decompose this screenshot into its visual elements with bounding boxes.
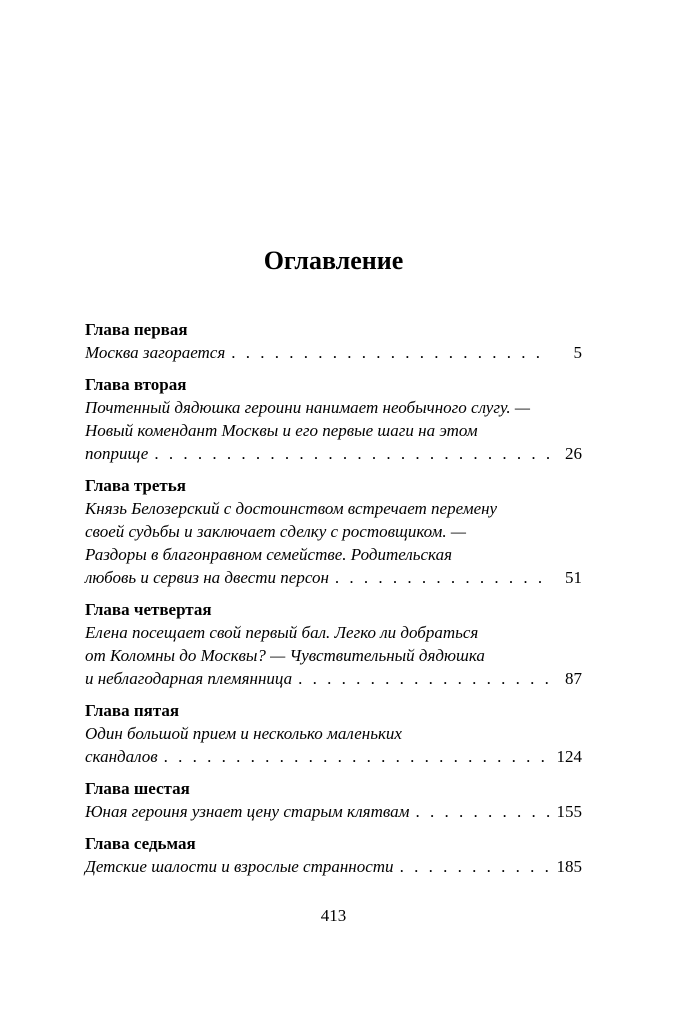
chapter-description-line: от Коломны до Москвы? — Чувствительный дядюшка: [85, 646, 485, 665]
chapter-description-line: Елена посещает свой первый бал. Легко ли добраться: [85, 623, 479, 642]
chapter-title: Глава третья: [85, 476, 186, 495]
page-title: Оглавление: [263, 246, 404, 275]
chapter-title: Глава четвертая: [85, 600, 212, 619]
chapter-description-line: [85, 745, 582, 768]
chapter-page-number: 185: [556, 857, 582, 876]
chapter-description: Юная героиня узнает цену старым клятвам: [85, 802, 410, 821]
toc-entry: [85, 832, 582, 878]
chapter-description: Детские шалости и взрослые странности: [85, 857, 394, 876]
chapter-title: Глава вторая: [85, 375, 187, 394]
chapter-description-line: [85, 667, 582, 690]
chapter-description-line: своей судьбы и заключает сделку с ростовщиком. —: [85, 522, 466, 541]
chapter-description: любовь и сервиз на двести персон: [85, 568, 329, 587]
chapter-page-number: 87: [565, 669, 582, 688]
dot-leader: [154, 442, 550, 465]
chapter-description-line: Раздоры в благонравном семействе. Родительская: [85, 545, 452, 564]
chapter-description-line: Новый комендант Москвы и его первые шаги на этом: [85, 421, 478, 440]
chapter-page-number: 124: [556, 747, 582, 766]
chapter-description-line: [85, 442, 582, 465]
chapter-description: Москва загорается: [85, 343, 226, 362]
chapter-description-line: [85, 566, 582, 589]
chapter-description-line: [85, 341, 582, 364]
toc-entry: [85, 318, 582, 364]
chapter-description: скандалов: [85, 747, 158, 766]
dot-leader: [415, 800, 550, 823]
toc-entry: [85, 474, 582, 589]
dot-leader: [231, 341, 550, 364]
chapter-page-number: 26: [565, 444, 582, 463]
chapter-description-line: Князь Белозерский с достоинством встречает перемену: [85, 499, 498, 518]
footer-page-number: 413: [320, 906, 347, 925]
chapter-description: поприще: [85, 444, 149, 463]
chapter-page-number: 155: [556, 802, 582, 821]
toc-entry: [85, 699, 582, 768]
chapter-title: Глава шестая: [85, 779, 190, 798]
chapter-title: Глава первая: [85, 320, 188, 339]
toc-entry: [85, 777, 582, 823]
dot-leader: [164, 745, 550, 768]
chapter-page-number: 5: [573, 343, 582, 362]
toc-entry: [85, 598, 582, 690]
chapter-description-line: [85, 800, 582, 823]
toc-entry: [85, 373, 582, 465]
dot-leader: [335, 566, 550, 589]
chapter-description-line: Почтенный дядюшка героини нанимает необычного слугу. —: [85, 398, 531, 417]
book-page: [85, 0, 582, 926]
chapter-title: Глава седьмая: [85, 834, 196, 853]
chapter-description-line: Один большой прием и несколько маленьких: [85, 724, 402, 743]
chapter-page-number: 51: [565, 568, 582, 587]
chapter-description-line: [85, 855, 582, 878]
dot-leader: [400, 855, 550, 878]
dot-leader: [298, 667, 550, 690]
chapter-title: Глава пятая: [85, 701, 180, 720]
chapter-description: и неблагодарная племянница: [85, 669, 293, 688]
